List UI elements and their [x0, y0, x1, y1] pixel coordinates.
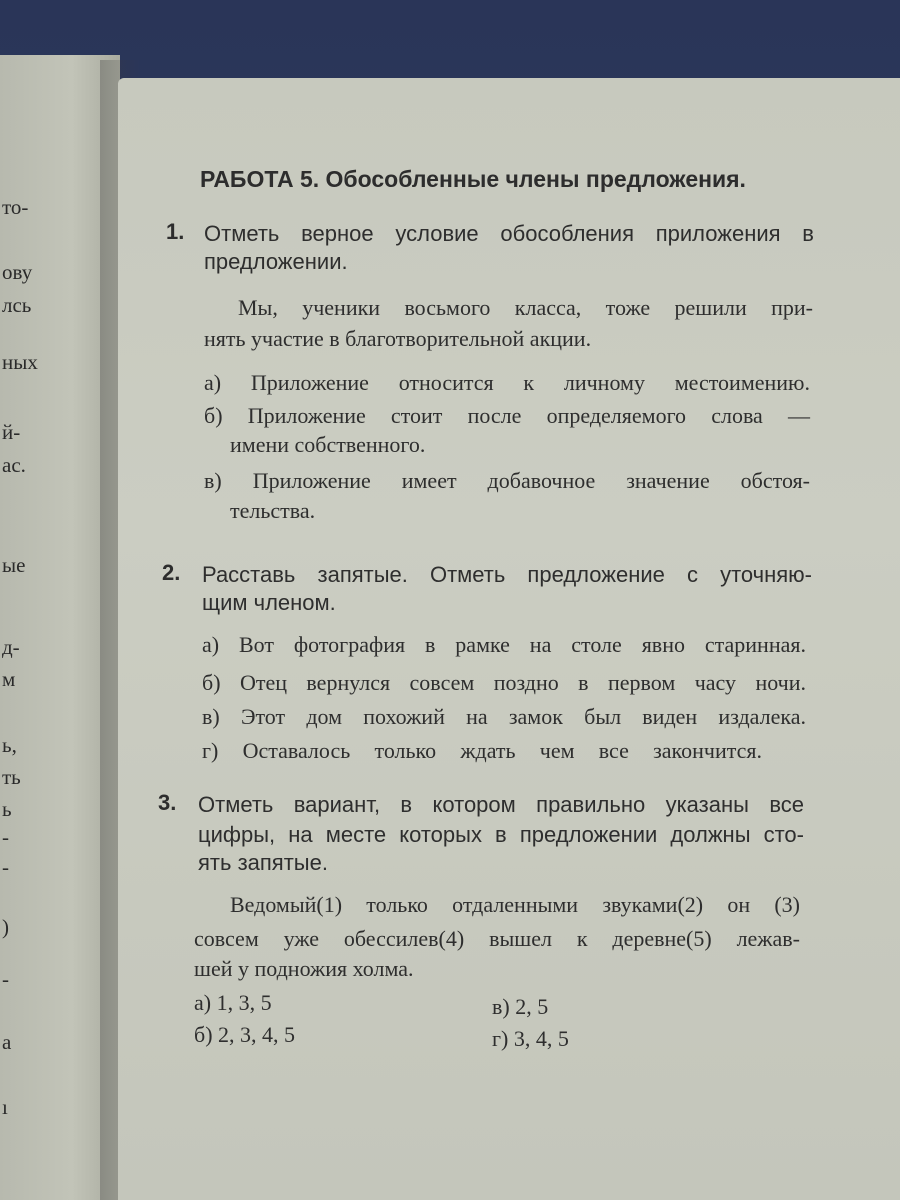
- task-2-option-g: г) Оставалось только ждать чем все закончится.: [202, 738, 762, 763]
- left-text-fragment: ): [2, 915, 9, 939]
- left-text-fragment: м: [2, 667, 16, 691]
- left-text-fragment: лсь: [2, 293, 32, 317]
- task-1-prompt-line-2: предложении.: [204, 249, 348, 274]
- task-1-example-line-1: Мы, ученики восьмого класса, тоже решили при-: [238, 295, 813, 320]
- left-text-fragment: -: [2, 825, 9, 849]
- task-2-option-a: а) Вот фотография в рамке на столе явно старинная.: [202, 632, 806, 657]
- left-text-fragment: д-: [2, 635, 20, 659]
- task-3-example-line-1: Ведомый(1) только отдаленными звуками(2) он (3): [230, 892, 800, 917]
- task-1-number: 1.: [166, 219, 185, 244]
- task-2-number: 2.: [162, 560, 181, 585]
- left-text-fragment: ые: [2, 553, 26, 577]
- task-3-prompt-line-2: цифры, на месте которых в предложении должны сто-: [198, 822, 804, 847]
- left-text-fragment: ных: [2, 350, 38, 374]
- left-text-fragment: ı: [2, 1095, 8, 1119]
- left-text-fragment: ас.: [2, 453, 26, 477]
- left-text-fragment: -: [2, 855, 9, 879]
- task-1-option-a: а) Приложение относится к личному местоимению.: [204, 370, 810, 395]
- task-3-option-g: г) 3, 4, 5: [492, 1026, 569, 1051]
- left-text-fragment: -: [2, 967, 9, 991]
- task-3-example-line-2: совсем уже обессилев(4) вышел к деревне(5) лежав-: [194, 926, 800, 951]
- task-1-prompt-line-1: Отметь верное условие обособления приложения в: [204, 221, 814, 246]
- left-text-fragment: то-: [2, 195, 29, 219]
- left-text-fragment: ть: [2, 765, 21, 789]
- task-2-prompt-line-1: Расставь запятые. Отметь предложение с уточняю-: [202, 562, 812, 587]
- task-1-option-v-continued: тельства.: [230, 498, 316, 523]
- task-1-option-b-continued: имени собственного.: [230, 432, 426, 457]
- task-1-option-v: в) Приложение имеет добавочное значение обстоя-: [204, 468, 810, 493]
- task-3-example-line-3: шей у подножия холма.: [194, 956, 414, 981]
- task-2-option-b: б) Отец вернулся совсем поздно в первом часу ночи.: [202, 670, 806, 695]
- task-3-number: 3.: [158, 790, 177, 815]
- task-3-prompt-line-1: Отметь вариант, в котором правильно указаны все: [198, 792, 804, 817]
- left-text-fragment: ь: [2, 797, 12, 821]
- page-title: РАБОТА 5. Обособленные члены предложения.: [200, 166, 746, 192]
- task-3-option-a: а) 1, 3, 5: [194, 990, 272, 1015]
- task-3-option-v: в) 2, 5: [492, 994, 549, 1019]
- task-2-option-v: в) Этот дом похожий на замок был виден издалека.: [202, 704, 806, 729]
- left-text-fragment: а: [2, 1030, 12, 1054]
- task-3-option-b: б) 2, 3, 4, 5: [194, 1022, 296, 1047]
- left-text-fragment: ь,: [2, 733, 17, 757]
- task-1-example-line-2: нять участие в благотворительной акции.: [204, 326, 592, 351]
- task-3-prompt-line-3: ять запятые.: [198, 850, 328, 875]
- left-text-fragment: ову: [2, 260, 33, 284]
- textbook-page: [118, 78, 900, 1200]
- left-text-fragment: й-: [2, 420, 21, 444]
- task-2-prompt-line-2: щим членом.: [202, 590, 336, 615]
- task-1-option-b: б) Приложение стоит после определяемого слова —: [204, 403, 810, 428]
